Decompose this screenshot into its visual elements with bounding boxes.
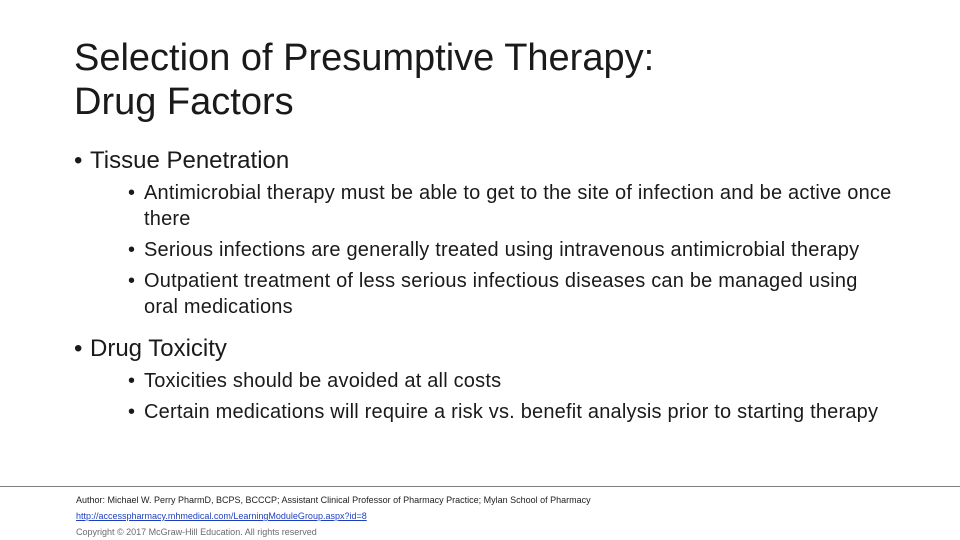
title-line-1: Selection of Presumptive Therapy:: [74, 37, 655, 79]
sub-bullet: • Certain medications will require a risk vs. benefit analysis prior to starting therapy: [128, 399, 894, 425]
footer-divider: [0, 486, 960, 487]
sub-bullet-list: [90, 180, 894, 320]
title-line-2: Drug Factors: [74, 81, 294, 123]
sub-bullet-list: [90, 368, 894, 425]
bullet-list: [74, 144, 894, 437]
sub-bullet: • Serious infections are generally treated using intravenous antimicrobial therapy: [128, 237, 894, 263]
bullet-tissue-penetration: [74, 144, 894, 320]
footer-author: Author: Michael W. Perry PharmD, BCPS, BCCCP; Assistant Clinical Professor of Pharmacy Practice; Mylan School of Pharmacy: [76, 495, 591, 505]
sub-bullet: • Outpatient treatment of less serious infectious diseases can be managed using oral medications: [128, 268, 894, 320]
footer: [76, 492, 936, 540]
bullet-heading: Tissue Penetration: [90, 147, 290, 174]
footer-source-link[interactable]: http://accesspharmacy.mhmedical.com/LearningModuleGroup.aspx?id=8: [76, 511, 367, 521]
bullet-heading: Drug Toxicity: [90, 335, 227, 362]
bullet-drug-toxicity: [74, 332, 894, 425]
sub-bullet: • Antimicrobial therapy must be able to get to the site of infection and be active once there: [128, 180, 894, 232]
slide-title: [74, 36, 894, 124]
footer-copyright: Copyright © 2017 McGraw-Hill Education. All rights reserved: [76, 527, 317, 537]
sub-bullet: • Toxicities should be avoided at all costs: [128, 368, 894, 394]
